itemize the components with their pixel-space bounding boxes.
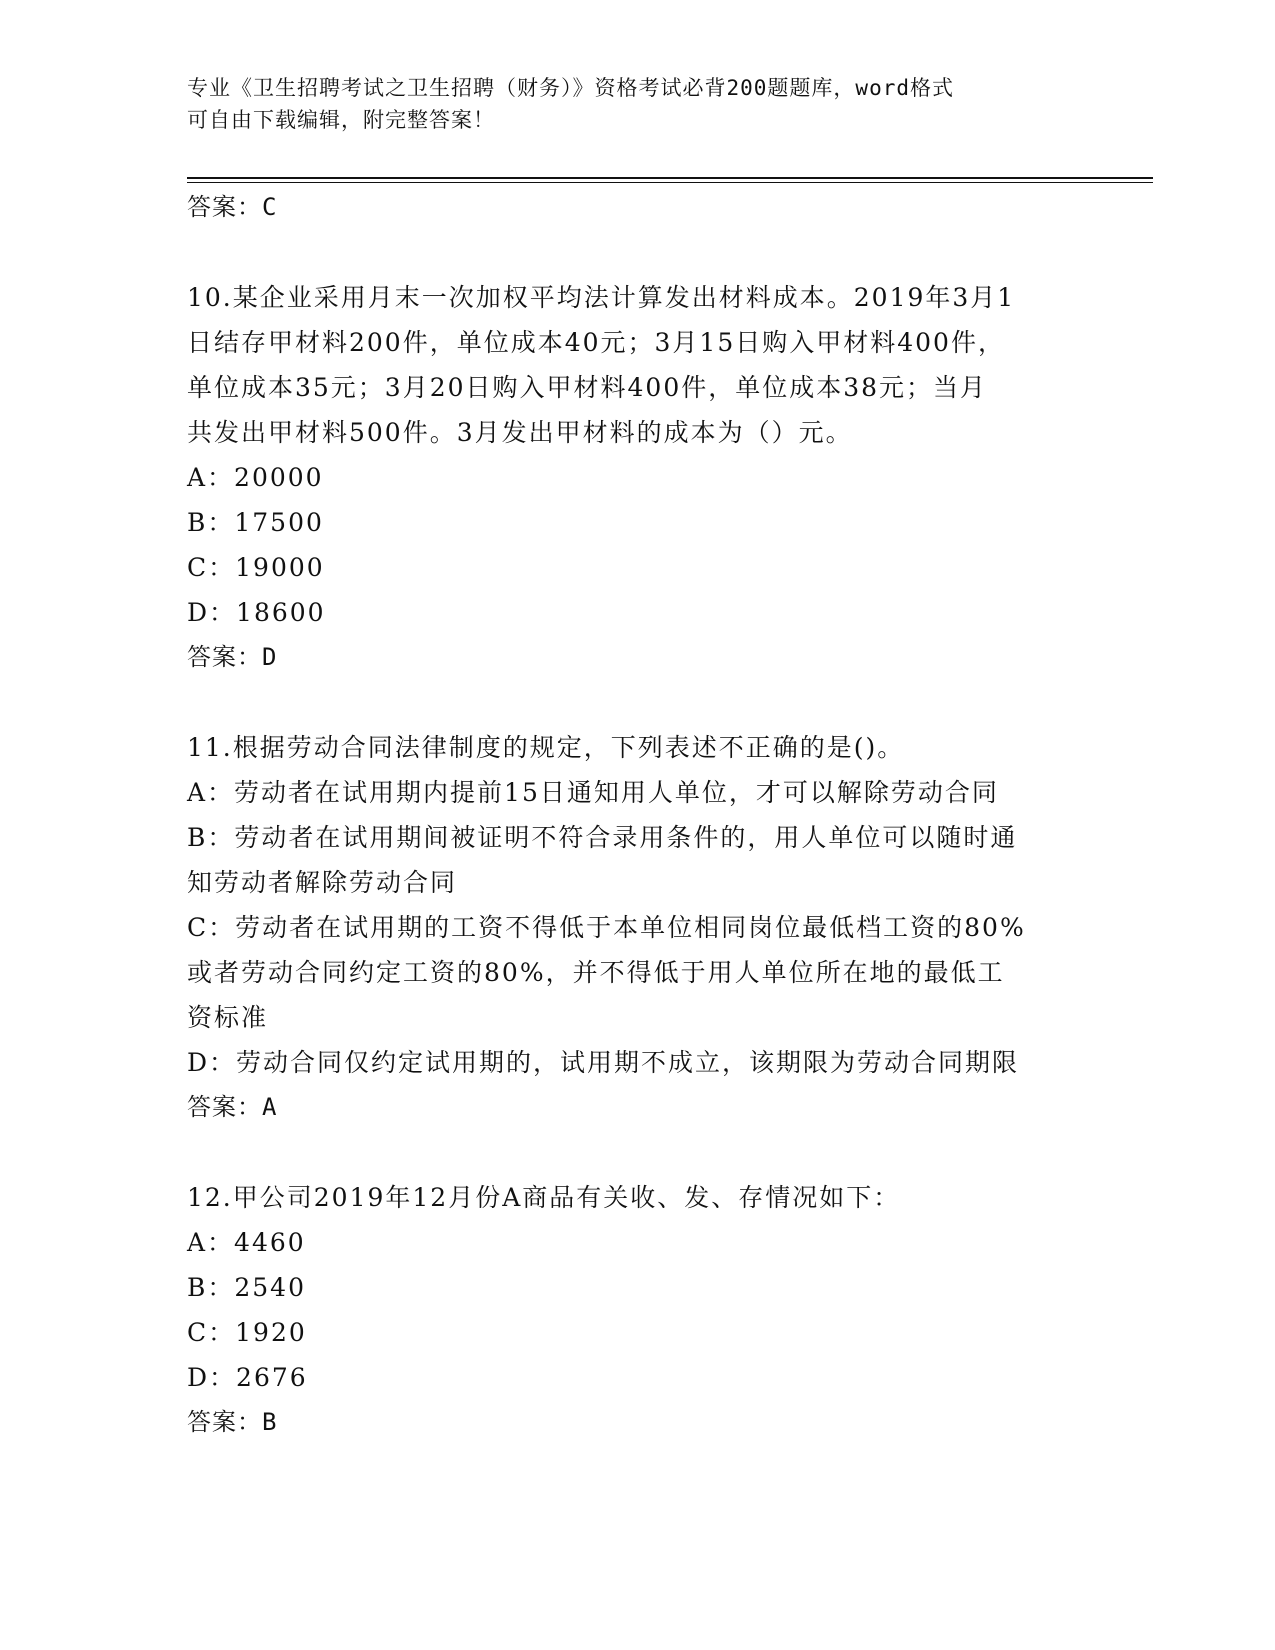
q11-option-a: A：劳动者在试用期内提前15日通知用人单位，才可以解除劳动合同 [187,778,999,807]
header-line-2: 可自由下载编辑，附完整答案！ [187,108,495,132]
q12-option-c: C：1920 [187,1318,307,1347]
header-line-1: 专业《卫生招聘考试之卫生招聘（财务）》资格考试必背200题题库，word格式 [187,76,954,100]
q10-answer: 答案：D [187,643,278,671]
header-divider-thick [187,177,1153,179]
q10-option-b: B：17500 [187,508,324,537]
question-content [187,185,1087,1444]
question-10 [187,275,1087,679]
spacer [187,679,1087,725]
q10-option-c: C：19000 [187,553,325,582]
q9-answer: 答案：C [187,193,278,221]
q12-option-b: B：2540 [187,1273,306,1302]
document-header [187,72,1067,136]
q10-stem-line-2: 日结存甲材料200件，单位成本40元；3月15日购入甲材料400件， [187,328,1005,357]
q12-option-d: D：2676 [187,1363,308,1392]
q12-stem: 12.甲公司2019年12月份A商品有关收、发、存情况如下： [187,1183,901,1212]
spacer [187,229,1087,275]
q11-option-b-line-2: 知劳动者解除劳动合同 [187,868,458,897]
q10-option-d: D：18600 [187,598,326,627]
q11-option-c-line-2: 或者劳动合同约定工资的80%，并不得低于用人单位所在地的最低工 [187,958,1005,987]
q10-option-a: A：20000 [187,463,324,492]
question-12 [187,1175,1087,1444]
question-11 [187,725,1087,1129]
q11-option-d: D：劳动合同仅约定试用期的，试用期不成立，该期限为劳动合同期限 [187,1048,1020,1077]
q12-answer: 答案：B [187,1408,278,1436]
q12-option-a: A：4460 [187,1228,306,1257]
q11-answer: 答案：A [187,1093,278,1121]
header-divider-thin [187,182,1153,183]
spacer [187,1129,1087,1175]
q10-stem-line-1: 10.某企业采用月末一次加权平均法计算发出材料成本。2019年3月1 [187,283,1016,312]
q10-stem-line-4: 共发出甲材料500件。3月发出甲材料的成本为（）元。 [187,418,853,447]
q11-stem: 11.根据劳动合同法律制度的规定，下列表述不正确的是()。 [187,733,905,762]
q11-option-b-line-1: B：劳动者在试用期间被证明不符合录用条件的，用人单位可以随时通 [187,823,1018,852]
q10-stem-line-3: 单位成本35元；3月20日购入甲材料400件，单位成本38元；当月 [187,373,988,402]
q11-option-c-line-3: 资标准 [187,1003,269,1032]
q11-option-c-line-1: C：劳动者在试用期的工资不得低于本单位相同岗位最低档工资的80% [187,913,1026,942]
